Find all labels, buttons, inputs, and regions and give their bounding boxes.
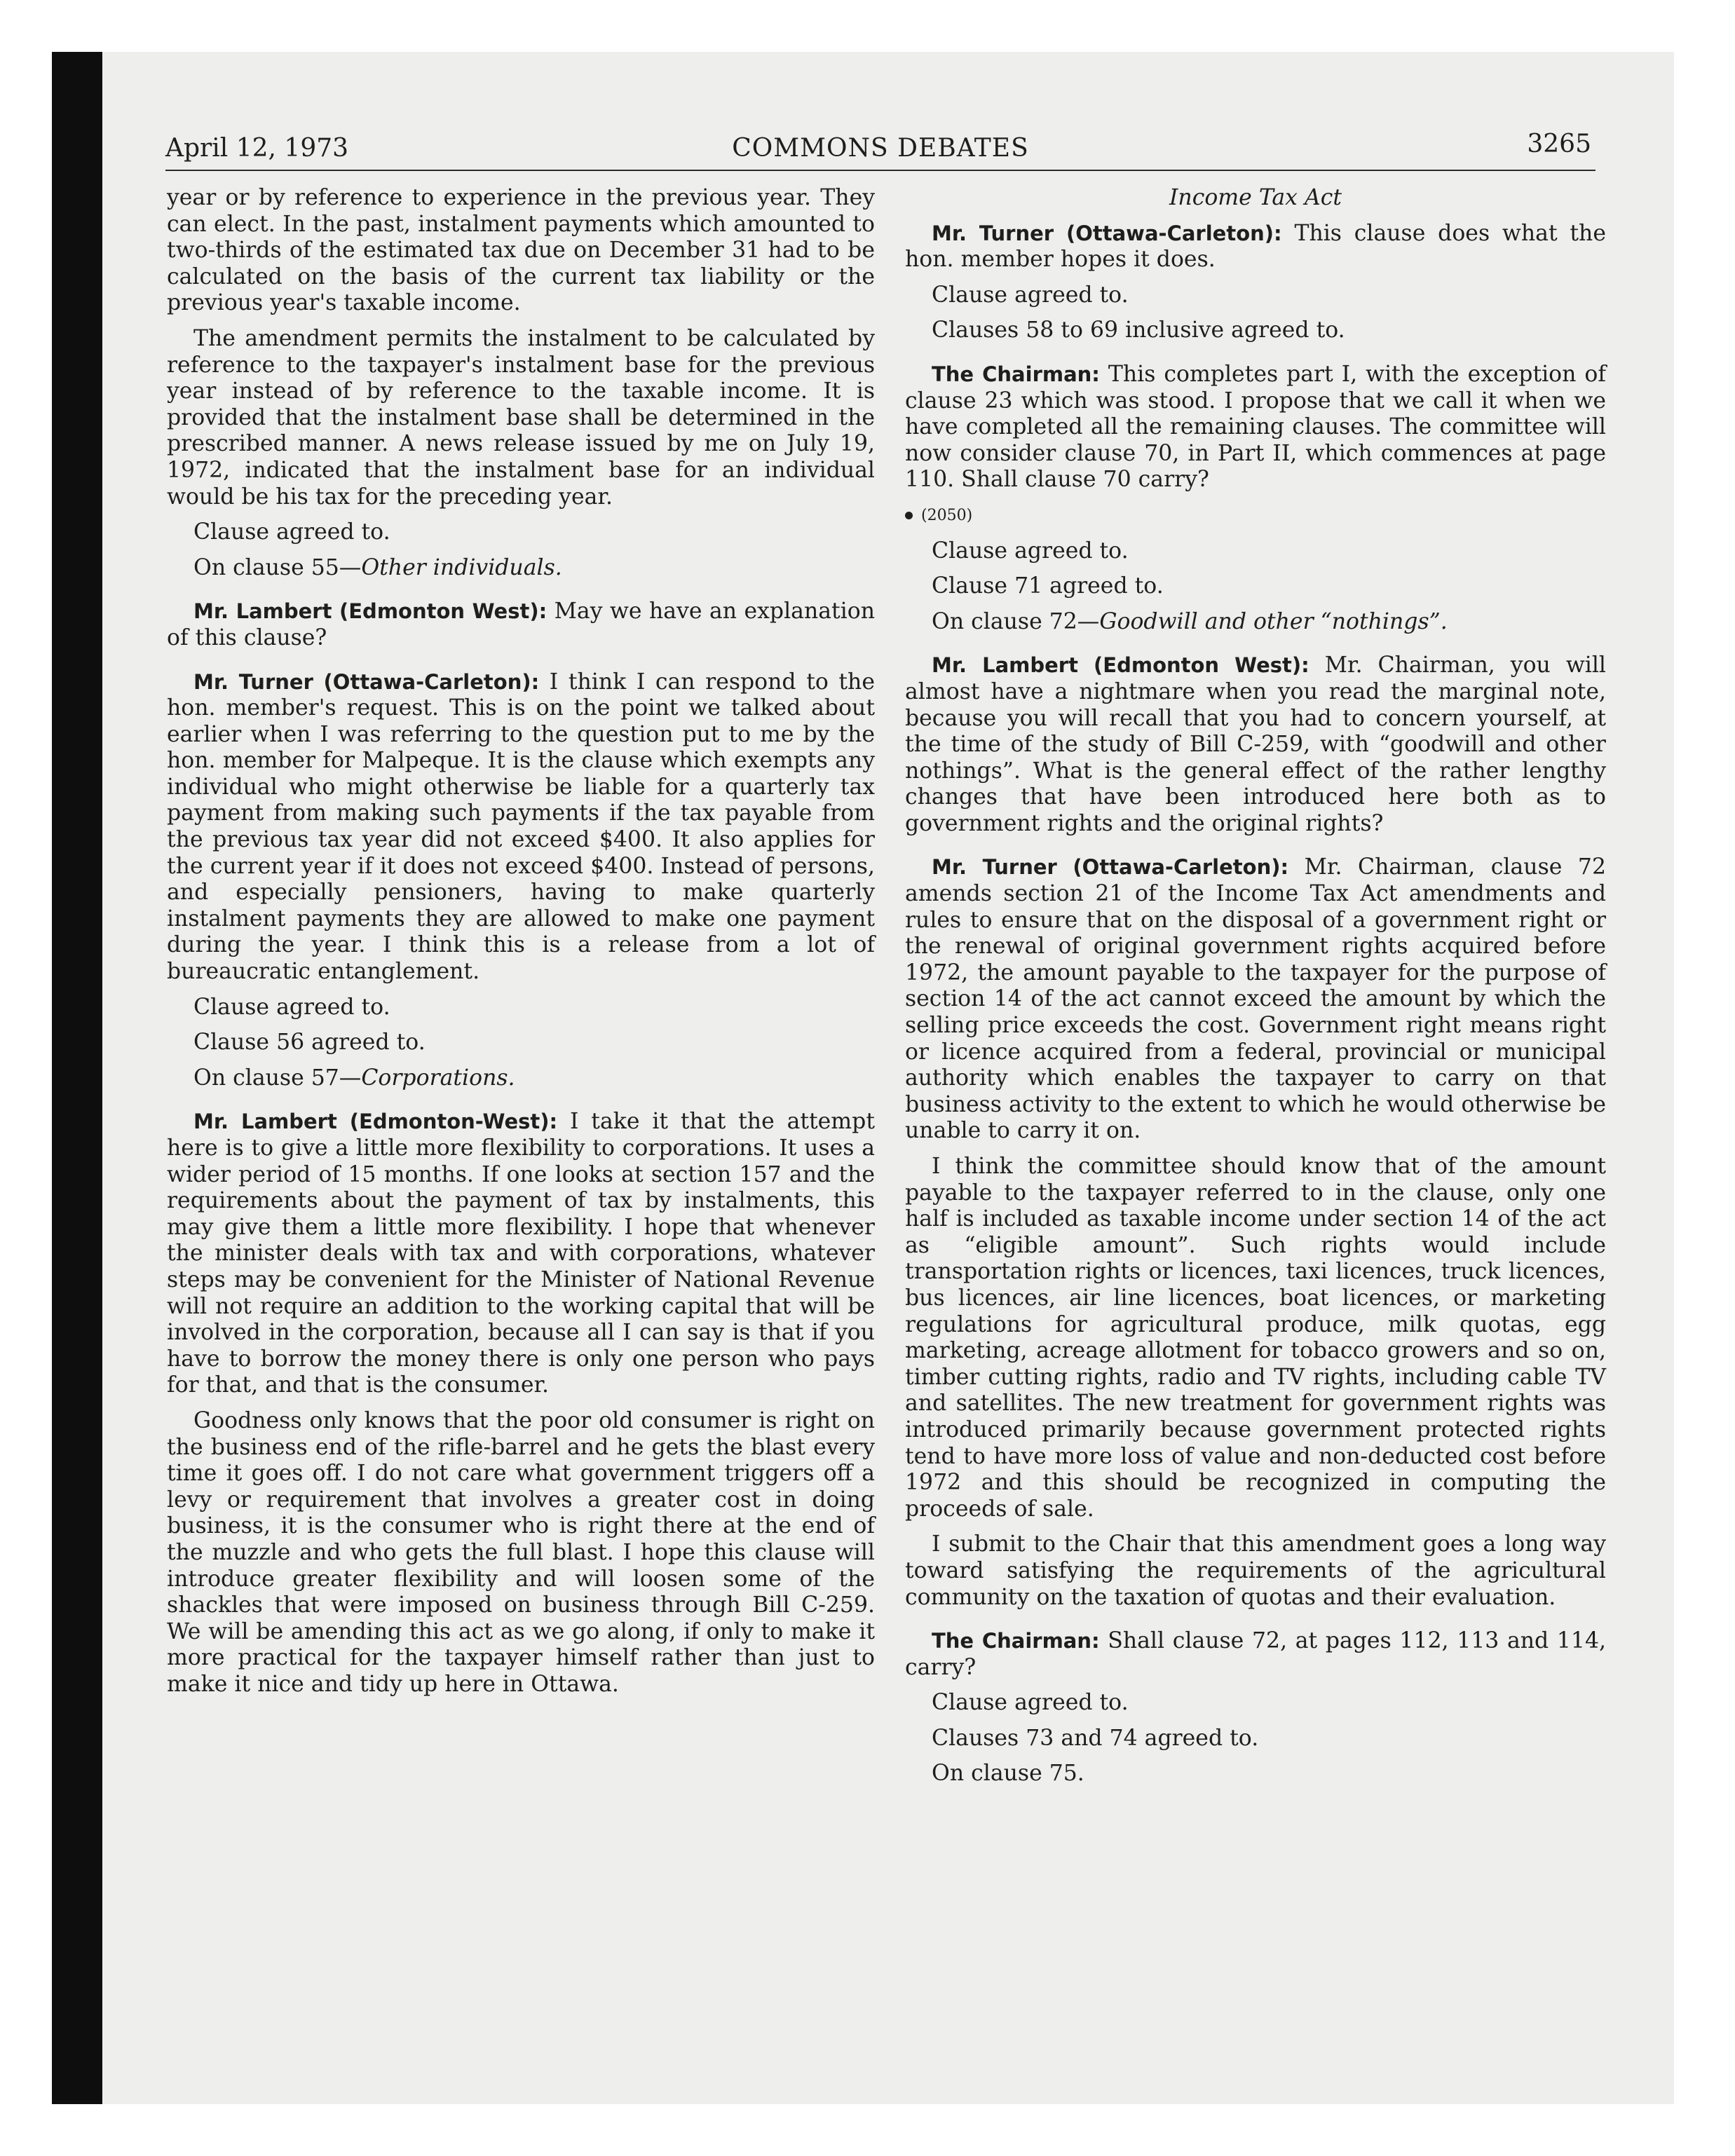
time-marker xyxy=(905,503,1606,529)
speech-text: This completes part I, with the exception of clause 23 which was stood. I propose that we call it when we have completed all the remaining clauses. The committee will now consider clause 70, in Part II, which commences at page 110. Shall clause 70 carry? xyxy=(905,361,1606,493)
speech-text: I take it that the attempt here is to give a little more flexibility to corporations. It uses a wider period of 15 months. If one looks at section 157 and the requirements about the payment of tax by instalments, this may give them a little more flexibility. I hope that whenever the minister deals with tax and with corporations, whatever steps may be convenient for the Minister of National Revenue will not require an addition to the working capital that will be involved in the corporation, because all I can say is that if you have to borrow the money there is only one person who pays for that, and that is the consumer. xyxy=(167,1109,876,1398)
speaker-name: Mr. Turner (Ottawa-Carleton): xyxy=(932,221,1282,245)
speech xyxy=(905,653,1606,837)
speech-text: Shall clause 72, at pages 112, 113 and 114, carry? xyxy=(905,1628,1606,1680)
speech xyxy=(167,599,875,651)
speech-text: Mr. Chairman, you will almost have a nightmare when you read the marginal note, because you will recall that you had to concern yourself, at the time of the study of Bill C-259, with “goodwill and other nothings”. What is the general effect of the rather lengthy changes that have been introduced here both as to government rights and the original rights? xyxy=(905,653,1607,836)
clause-heading-prefix: On clause 57— xyxy=(193,1065,362,1091)
speaker-name: The Chairman: xyxy=(932,1629,1100,1653)
speaker-name: Mr. Lambert (Edmonton-West): xyxy=(193,1110,558,1134)
clause-heading xyxy=(193,1065,875,1092)
page-header xyxy=(165,130,1595,171)
paragraph: The amendment permits the instalment to be calculated by reference to the taxpayer's instalment base for the previous year instead of by reference to the taxable income. It is provided that the instalment base shall be determined in the prescribed manner. A news release issued by me on July 19, 1972, indicated that the instalment base for an individual would be his tax for the preceding year. xyxy=(167,325,875,510)
clause-heading-prefix: On clause 55— xyxy=(193,554,362,580)
procedural-note: Clauses 73 and 74 agreed to. xyxy=(932,1725,1259,1751)
procedural-note: Clause agreed to. xyxy=(932,538,1129,564)
time-marker-text: (2050) xyxy=(921,506,973,524)
speech xyxy=(167,1109,875,1399)
left-column xyxy=(167,185,875,1707)
paragraph: I submit to the Chair that this amendment goes a long way toward satisfying the requirements of the agricultural community on the taxation of quotas and their evaluation. xyxy=(905,1531,1606,1610)
procedural-note: Clause 56 agreed to. xyxy=(193,1030,426,1056)
speech-text: Mr. Chairman, clause 72 amends section 21 of the Income Tax Act amendments and rules to ensure that on the disposal of a government right or the renewal of original government rights acquired before 1972, the amount payable to the taxpayer for the purpose of section 14 of the act cannot exceed the amount by which the selling price exceeds the cost. Government right means right or licence acquired from a federal, provincial or municipal authority which enables the taxpayer to carry on that business activity to the extent to which he would otherwise be unable to carry it on. xyxy=(905,854,1606,1144)
speech xyxy=(905,221,1606,273)
procedural-note: Clauses 58 to 69 inclusive agreed to. xyxy=(932,318,1345,343)
scan-binding-edge xyxy=(52,52,102,2104)
header-date: April 12, 1973 xyxy=(165,134,349,163)
clause-heading xyxy=(932,609,1606,636)
speech xyxy=(905,362,1606,493)
procedural-note: Clause agreed to. xyxy=(193,994,390,1020)
procedural-note: Clause 71 agreed to. xyxy=(932,573,1164,599)
speaker-name: Mr. Turner (Ottawa-Carleton): xyxy=(932,855,1289,880)
clause-heading-prefix: On clause 72— xyxy=(932,608,1100,634)
bullet-icon xyxy=(905,512,913,519)
speaker-name: The Chairman: xyxy=(932,362,1100,386)
clause-heading-title: Other individuals. xyxy=(361,554,562,580)
procedural-note: On clause 75. xyxy=(932,1761,1084,1787)
section-heading: Income Tax Act xyxy=(1169,185,1342,210)
speaker-name: Mr. Lambert (Edmonton West): xyxy=(193,599,547,624)
speech-text: I think I can respond to the hon. member's request. This is on the point we talked about earlier when I was referring to the question put to me by the hon. member for Malpeque. It is the clause which exempts any individual who might otherwise be liable for a quarterly tax payment from making such payments if the tax payable from the previous tax year did not exceed $400. It also applies for the current year if it does not exceed $400. Instead of persons, and especially pensioners, having to make quarterly instalment payments they are allowed to make one payment during the year. I think this is a release from a lot of bureaucratic entanglement. xyxy=(167,669,875,985)
speech-text: May we have an explanation of this clause? xyxy=(167,599,875,650)
speaker-name: Mr. Lambert (Edmonton West): xyxy=(932,653,1309,678)
clause-heading-title: Goodwill and other “nothings”. xyxy=(1099,608,1448,634)
clause-heading-title: Corporations. xyxy=(361,1065,515,1091)
paragraph: Goodness only knows that the poor old consumer is right on the business end of the rifle-barrel and he gets the blast every time it goes off. I do not care what government triggers off a levy or requirement that involves a greater cost in doing business, it is the consumer who is right there at the end of the muzzle and who gets the full blast. I hope this clause will introduce greater flexibility and will loosen some of the shackles that were imposed on business through Bill C-259. We will be amending this act as we go along, if only to make it more practical for the taxpayer himself rather than just to make it nice and tidy up here in Ottawa. xyxy=(167,1407,875,1697)
clause-heading xyxy=(193,555,875,582)
speech-text: This clause does what the hon. member hopes it does. xyxy=(905,220,1606,273)
right-column xyxy=(905,185,1606,1796)
speaker-name: Mr. Turner (Ottawa-Carleton): xyxy=(193,669,540,694)
speech xyxy=(905,1628,1606,1681)
paragraph: I think the committee should know that of the amount payable to the taxpayer referred to in the clause, only one half is included as taxable income under section 14 of the act as “eligible amount”. Such rights would include transportation rights or licences, taxi licences, truck licences, bus licences, air line licences, boat licences, or marketing regulations for agricultural produce, milk quotas, egg marketing, acreage allotment for tobacco growers and so on, timber cutting rights, radio and TV rights, including cable TV and satellites. The new treatment for government rights was introduced primarily because government protected rights tend to have more loss of value and non-deducted cost before 1972 and this should be recognized in computing the proceeds of sale. xyxy=(905,1154,1606,1522)
procedural-note: Clause agreed to. xyxy=(932,282,1129,308)
procedural-note: Clause agreed to. xyxy=(193,519,390,545)
speech xyxy=(905,854,1606,1145)
header-title: COMMONS DEBATES xyxy=(732,134,1029,163)
paragraph: year or by reference to experience in the previous year. They can elect. In the past, instalment payments which amounted to two-thirds of the estimated tax due on December 31 had to be calculated on the basis of the current tax liability or the previous year's taxable income. xyxy=(167,185,875,316)
speech xyxy=(167,669,875,985)
procedural-note: Clause agreed to. xyxy=(932,1690,1129,1716)
header-page-number: 3265 xyxy=(1527,130,1591,158)
